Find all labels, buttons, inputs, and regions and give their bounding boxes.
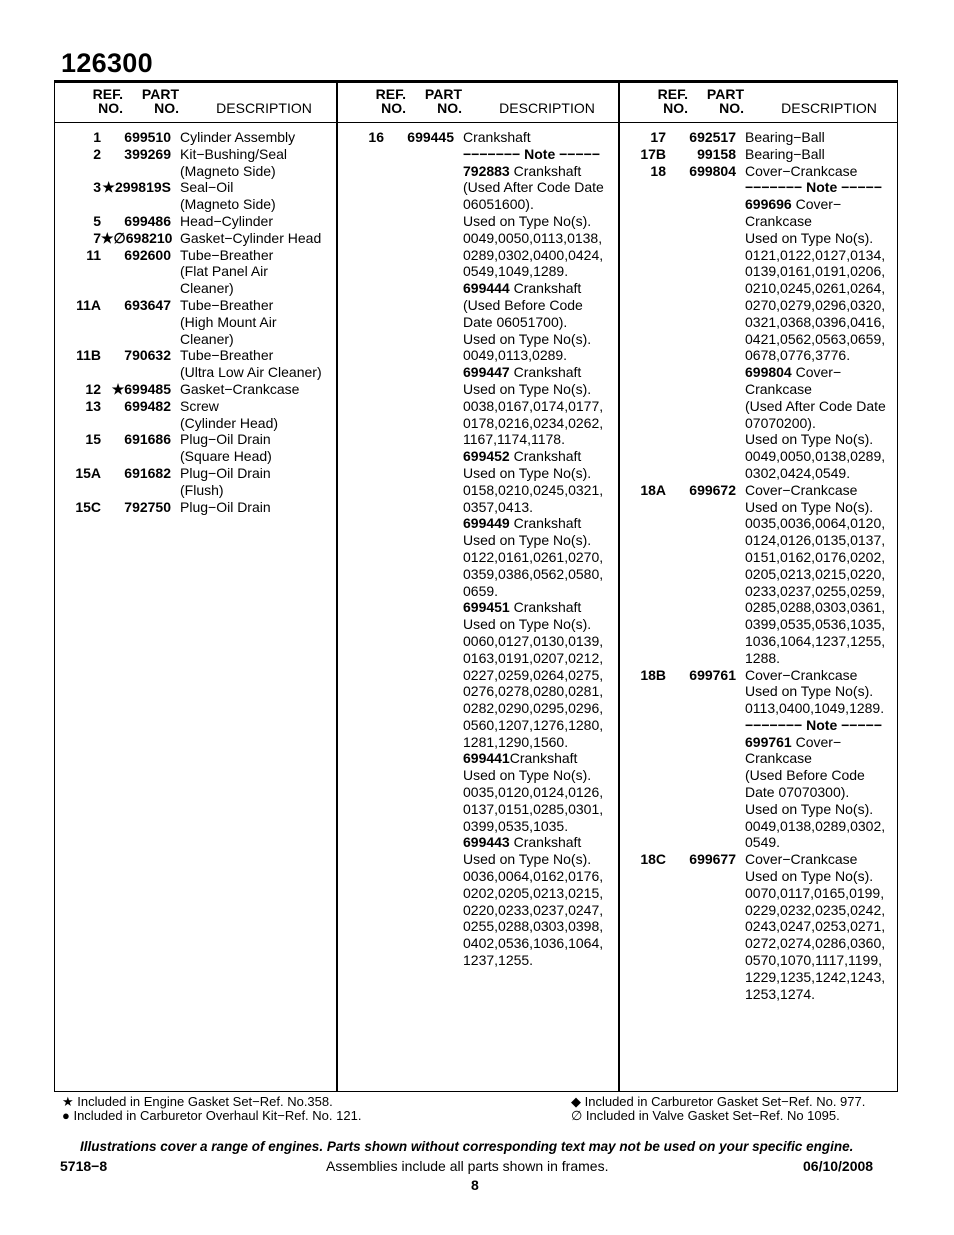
parts-row (620, 667, 901, 852)
column-1-body (55, 129, 336, 515)
part-description: Head−Cylinder (180, 212, 273, 229)
parts-row (55, 465, 336, 499)
parts-row (620, 851, 901, 1002)
part-number: 699486 (124, 212, 171, 229)
ref-number: 11B (76, 347, 101, 364)
header-description: DESCRIPTION (499, 100, 595, 116)
column-2-body (338, 129, 619, 969)
parts-row (55, 230, 336, 247)
header-part-no: PART NO. (141, 86, 179, 116)
column-3 (618, 83, 901, 1091)
ref-number: 18 (650, 162, 666, 179)
ref-number: 18A (640, 481, 666, 498)
part-description: Bearing−Ball (745, 129, 825, 145)
part-description: Cylinder Assembly (180, 129, 296, 145)
column-1 (55, 83, 336, 1091)
column-2 (336, 83, 619, 1091)
document-title: 126300 (61, 48, 153, 78)
part-number: 399269 (124, 145, 171, 162)
part-description: Cover−Crankcase Used on Type No(s). 0035,0036,0064,0120, 0124,0126,0135,0137, 0151,0162,0176,0202, 0205,0213,0215,0220, 0233,0237,0255,0259, 0285,0288,0303,0361, 0399,0535,0536,1035, 1036,1064,1237,1255, 1288. (745, 481, 886, 666)
part-number: 699677 (689, 851, 736, 868)
part-number: 792750 (124, 498, 171, 515)
parts-row (55, 179, 336, 213)
parts-row (338, 129, 619, 969)
part-description: Cover−Crankcase −−−−−−− Note −−−−− 699696 Cover− Crankcase Used on Type No(s). 0121,0122,0127,0134, 0139,0161,0191,0206, 0210,0245,0261,0264, 0270,0279,0296,0320, 0321,0368,0396,0416, 0421,0562,0563,0659, 0678,0776,3776. 699804 Cover− Crankcase (Used After Code Date 07070200). Used on Type No(s). 0049,0050,0138,0289, 0302,0424,0549. (745, 162, 886, 481)
header-part-no: PART NO. (706, 86, 744, 116)
parts-row (55, 213, 336, 230)
part-number: 699445 (407, 129, 454, 145)
part-number: 691686 (124, 431, 171, 448)
part-number: 692600 (124, 246, 171, 263)
part-description: Gasket−Cylinder Head (180, 229, 322, 246)
part-description: Tube−Breather (High Mount Air Cleaner) (180, 296, 277, 347)
part-description: Tube−Breather (Flat Panel Air Cleaner) (180, 246, 274, 297)
part-number: ★299819S (102, 179, 171, 196)
part-number: ★699485 (111, 380, 171, 397)
illustration-disclaimer: Illustrations cover a range of engines. Parts shown without corresponding text may not be used on your specific engine. (80, 1139, 854, 1154)
part-number: 692517 (689, 129, 736, 145)
part-description: Plug−Oil Drain (180, 498, 271, 515)
parts-row (55, 129, 336, 146)
ref-number: 13 (85, 397, 101, 414)
document-id: 5718−8 (60, 1158, 108, 1174)
part-description: Screw (Cylinder Head) (180, 397, 279, 431)
part-description: Cover−Crankcase Used on Type No(s). 0113,0400,1049,1289. −−−−−−− Note −−−−− 699761 Cover− Crankcase (Used Before Code Date 07070300). Used on Type No(s). 0049,0138,0289,0302, 0549. (745, 666, 886, 851)
footnote-engine-gasket: ★ Included in Engine Gasket Set−Ref. No.358. (62, 1094, 333, 1109)
part-number: 699761 (689, 666, 736, 683)
part-number: 693647 (124, 296, 171, 313)
part-description: Kit−Bushing/Seal (Magneto Side) (180, 145, 288, 179)
parts-row (55, 247, 336, 297)
ref-number: 12 (85, 380, 101, 397)
assemblies-note: Assemblies include all parts shown in frames. (326, 1158, 609, 1174)
ref-number: 17 (650, 129, 666, 145)
parts-row (55, 398, 336, 432)
ref-number: 15C (75, 498, 101, 515)
header-ref-no: REF. NO. (657, 86, 688, 116)
ref-number: 1 (93, 129, 101, 145)
part-description: Seal−Oil (Magneto Side) (180, 179, 276, 213)
ref-number: 18C (640, 851, 666, 868)
header-description: DESCRIPTION (781, 100, 877, 116)
column-3-body (620, 129, 901, 1002)
part-description: Bearing−Ball (745, 145, 825, 162)
parts-row (55, 431, 336, 465)
part-number: 699672 (689, 481, 736, 498)
parts-row (55, 347, 336, 381)
ref-number: 5 (93, 212, 101, 229)
part-description: Plug−Oil Drain (Square Head) (180, 431, 272, 465)
ref-number: 18B (640, 666, 666, 683)
parts-row (620, 129, 901, 146)
ref-number: 11A (76, 296, 101, 313)
parts-row (55, 499, 336, 516)
footnote-carburetor-gasket: ◆ Included in Carburetor Gasket Set−Ref. No. 977. (571, 1094, 866, 1109)
parts-row (55, 146, 336, 180)
header-ref-no: REF. NO. (92, 86, 123, 116)
ref-number: 15A (75, 464, 101, 481)
part-description: Tube−Breather (Ultra Low Air Cleaner) (180, 347, 322, 381)
part-description: Crankshaft −−−−−−− Note −−−−− 792883 Crankshaft (Used After Code Date 06051600). Used on Type No(s). 0049,0050,0113,0138, 0289,0302,0400,0424, 0549,1049,1289. 699444 Crankshaft (Used Before Code Date 06051700). Used on Type No(s). 0049,0113,0289. 699447 Crankshaft Used on Type No(s). 0038,0167,0174,0177, 0178,0216,0234,0262, 1167,1174,1178. 699452 Crankshaft Used on Type No(s). 0158,0210,0245,0321, 0357,0413. 699449 Crankshaft Used on Type No(s). 0122,0161,0261,0270, 0359,0386,0562,0580, 0659. 699451 Crankshaft Used on Type No(s). 0060,0127,0130,0139, 0163,0191,0207,0212, 0227,0259,0264,0275, 0276,0278,0280,0281, 0282,0290,0295,0296, 0560,1207,1276,1280, 1281,1290,1560. 699441Crankshaft Used on Type No(s). 0035,0120,0124,0126, 0137,0151,0285,0301, 0399,0535,1035. 699443 Crankshaft Used on Type No(s). 0036,0064,0162,0176, 0202,0205,0213,0215, 0220,0233,0237,0247, 0255,0288,0303,0398, 0402,0536,1036,1064, 1237,1255. (463, 129, 604, 969)
ref-number: 7 (93, 229, 101, 246)
part-number: 790632 (124, 347, 171, 364)
part-description: Cover−Crankcase Used on Type No(s). 0070,0117,0165,0199, 0229,0232,0235,0242, 0243,0247,0253,0271, 0272,0274,0286,0360, 0570,1070,1117,1199, 1229,1235,1242,1243, 1253,1274. (745, 851, 886, 1002)
header-ref-no: REF. NO. (375, 86, 406, 116)
part-number: 699482 (124, 397, 171, 414)
header-part-no: PART NO. (424, 86, 462, 116)
ref-number: 3 (93, 179, 101, 196)
parts-table (54, 83, 898, 1092)
ref-number: 15 (85, 431, 101, 448)
part-number: ★∅698210 (101, 229, 173, 246)
parts-row (620, 482, 901, 667)
parts-row (620, 146, 901, 163)
footnote-valve-gasket: ∅ Included in Valve Gasket Set−Ref. No 1095. (571, 1108, 840, 1123)
part-description: Plug−Oil Drain (Flush) (180, 464, 271, 498)
header-description: DESCRIPTION (216, 100, 312, 116)
ref-number: 2 (93, 145, 101, 162)
part-number: 99158 (697, 145, 736, 162)
ref-number: 17B (640, 145, 666, 162)
footnote-carburetor-overhaul: ● Included in Carburetor Overhaul Kit−Ref. No. 121. (62, 1108, 362, 1123)
ref-number: 11 (86, 246, 101, 263)
parts-row (55, 381, 336, 398)
part-number: 691682 (124, 464, 171, 481)
document-date: 06/10/2008 (803, 1158, 874, 1174)
part-number: 699510 (124, 129, 171, 145)
parts-row (620, 163, 901, 482)
part-number: 699804 (689, 162, 736, 179)
ref-number: 16 (368, 129, 384, 145)
page-number: 8 (471, 1177, 479, 1193)
parts-row (55, 297, 336, 347)
part-description: Gasket−Crankcase (180, 380, 300, 397)
